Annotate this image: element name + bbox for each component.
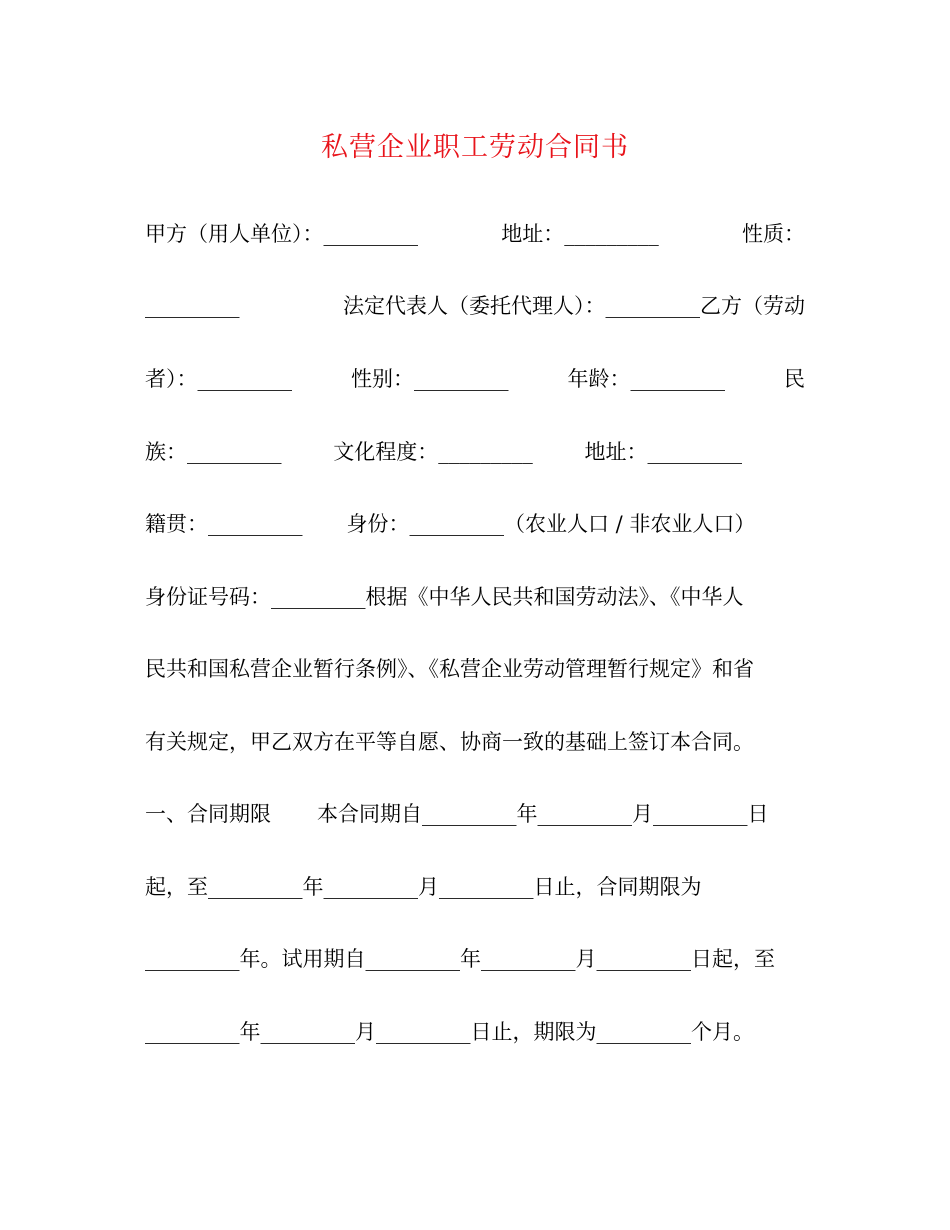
party-a-address-field: 地址：_________ [501,222,659,246]
line-ethnicity [145,434,742,470]
gender-field: 性别：_________ [351,367,509,391]
legal-basis-text: 民共和国私营企业暂行条例》、《私营企业劳动管理暂行规定》和省 [145,657,754,681]
line-party-a [145,216,805,252]
party-b-address-field: 地址：_________ [584,440,742,464]
party-a-nature-label: 性质： [742,222,805,246]
id-number-text: 身份证号码：_________根据《中华人民共和国劳动法》、《中华人 [145,585,744,609]
probation-start-field: _________年。试用期自_________年_________月_________日起，至 [145,947,775,971]
age-field: 年龄：_________ [567,367,725,391]
line-probation-start [145,941,805,977]
contract-start-field: 本合同期自_________年_________月_________日 [317,802,769,826]
line-legal-basis [145,651,805,687]
probation-end-field: _________年_________月_________日止，期限为_________个月。 [145,1020,754,1044]
ethnicity-label-start: 民 [784,367,805,391]
education-field: 文化程度：_________ [333,440,533,464]
agreement-text: 有关规定，甲乙双方在平等自愿、协商一致的基础上签订本合同。 [145,730,754,754]
party-b-field: 者）：_________ [145,367,292,391]
contract-end-field: 起，至_________年_________月_________日止，合同期限为 [145,875,702,899]
party-a-field: 甲方（用人单位）：_________ [145,222,418,246]
identity-field: 身份：_________（农业人口 / 非农业人口） [346,512,756,536]
line-agreement [145,724,805,760]
ethnicity-field: 族：_________ [145,440,282,464]
contract-term-heading: 一、合同期限 [145,802,271,826]
line-representative [145,288,805,324]
line-native-place [145,506,805,542]
line-contract-end [145,869,805,905]
line-party-b [145,361,805,397]
line-contract-term [145,796,805,832]
line-probation-end [145,1014,805,1050]
party-a-nature-blank: _________ [145,294,240,318]
document-title: 私营企业职工劳动合同书 [321,132,629,163]
representative-field: 法定代表人（委托代理人）：_________乙方（劳动 [343,294,805,318]
line-id-number [145,579,805,615]
native-place-field: 籍贯：_________ [145,512,303,536]
